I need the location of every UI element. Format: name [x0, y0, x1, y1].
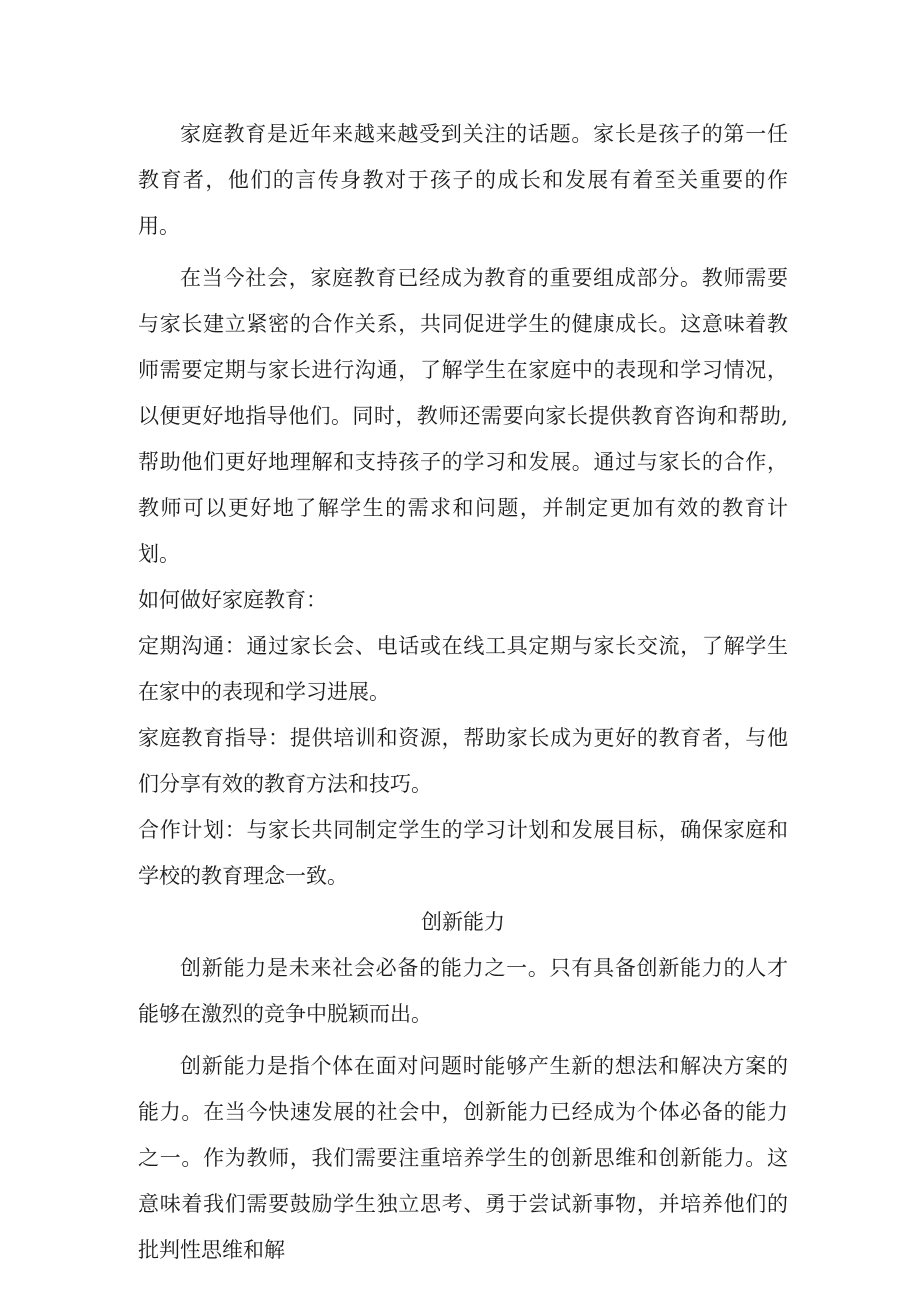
paragraph-cooperation: 在当今社会，家庭教育已经成为教育的重要组成部分。教师需要与家长建立紧密的合作关系，共同促进学生的健康成长。这意味着教师需要定期与家长进行沟通，了解学生在家庭中的表现和学习情况，以便更好地指导他们。同时，教师还需要向家长提供教育咨询和帮助,帮助他们更好地理解和支持孩子的学习和发展。通过与家长的合作，教师可以更好地了解学生的需求和问题，并制定更加有效的教育计划。 — [138, 266, 788, 566]
paragraph-intro: 家庭教育是近年来越来越受到关注的话题。家长是孩子的第一任教育者，他们的言传身教对于孩子的成长和发展有着至关重要的作用。 — [138, 122, 788, 238]
list-item-communication: 定期沟通：通过家长会、电话或在线工具定期与家长交流，了解学生在家中的表现和学习进展。 — [138, 634, 788, 704]
document-body — [138, 111, 788, 1273]
list-item-guidance: 家庭教育指导：提供培训和资源，帮助家长成为更好的教育者，与他们分享有效的教育方法和技巧。 — [138, 726, 788, 796]
list-heading: 如何做好家庭教育： — [138, 588, 327, 612]
section-heading: 创新能力 — [421, 910, 505, 934]
paragraph-innovation-intro: 创新能力是未来社会必备的能力之一。只有具备创新能力的人才能够在激烈的竞争中脱颖而出。 — [138, 956, 788, 1026]
list-item-plan: 合作计划：与家长共同制定学生的学习计划和发展目标，确保家庭和学校的教育理念一致。 — [138, 818, 788, 888]
paragraph-innovation-detail: 创新能力是指个体在面对问题时能够产生新的想法和解决方案的能力。在当今快速发展的社会中，创新能力已经成为个体必备的能力之一。作为教师，我们需要注重培养学生的创新思维和创新能力。这意味着我们需要鼓励学生独立思考、勇于尝试新事物，并培养他们的批判性思维和解 — [138, 1054, 788, 1262]
